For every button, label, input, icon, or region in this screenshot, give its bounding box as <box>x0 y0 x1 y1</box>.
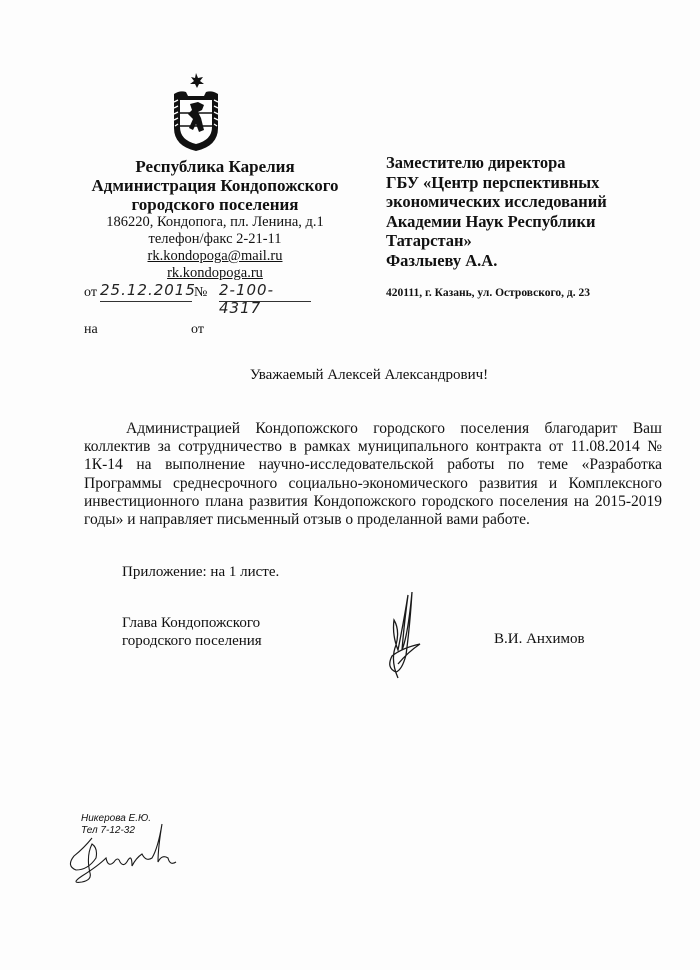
sender-block <box>70 157 360 282</box>
executor-name: Никерова Е.Ю. <box>81 813 151 824</box>
body-paragraph: Администрацией Кондопожского городского поселения благодарит Ваш коллектив за сотрудничество в рамках муниципального контракта от 11.08.2014 № 1К-14 на выполнение научно-исследовательской работы по теме «Разработка Программы среднесрочного социально-экономического развития и Комплексного инвестиционного плана развития Кондопожского городского поселения на 2015-2019 годы» и направляет письменный отзыв о проделанной вами работе. <box>84 420 662 529</box>
sender-address: 186220, Кондопога, пл. Ленина, д.1 <box>106 214 324 230</box>
signatory-title <box>122 614 262 650</box>
karelia-coat-of-arms-emblem <box>168 72 224 152</box>
annex-note: Приложение: на 1 листе. <box>122 564 280 580</box>
recipient-org-line1: ГБУ «Центр перспективных <box>386 172 600 192</box>
signatory-title-line1: Глава Кондопожского <box>122 615 261 631</box>
reply-to-label: на <box>84 322 98 337</box>
signatory-title-line2: городского поселения <box>122 633 262 649</box>
recipient-org-line4: Татарстан» <box>386 231 472 250</box>
sender-email-link[interactable]: rk.kondopoga@mail.ru <box>147 248 283 264</box>
recipient-org-line3: Академии Наук Республики <box>386 211 596 231</box>
recipient-name: Фазлыеву А.А. <box>386 250 498 270</box>
sender-settlement: городского поселения <box>131 195 299 214</box>
from-label: от <box>84 285 97 300</box>
head-signature-image <box>368 590 428 680</box>
reply-from-label: от <box>191 322 204 337</box>
outgoing-number-field: 2-100-4317 <box>219 281 311 302</box>
outgoing-date-field: 25.12.2015 <box>100 281 192 302</box>
recipient-position: Заместителю директора <box>386 153 566 172</box>
executor-signature-image <box>62 818 182 888</box>
signatory-name: В.И. Анхимов <box>494 631 585 647</box>
recipient-org-line2: экономических исследований <box>386 192 607 211</box>
sender-phone: телефон/факс 2-21-11 <box>148 231 282 247</box>
registration-line <box>84 281 374 317</box>
recipient-address: 420111, г. Казань, ул. Островского, д. 23 <box>386 287 590 299</box>
executor-phone: Тел 7-12-32 <box>81 825 135 836</box>
sender-website-link[interactable]: rk.kondopoga.ru <box>167 265 263 281</box>
salutation: Уважаемый Алексей Александрович! <box>249 367 489 383</box>
sender-republic: Республика Карелия <box>135 157 295 176</box>
sender-administration: Администрация Кондопожского <box>91 176 339 195</box>
number-label: № <box>194 285 208 300</box>
recipient-block <box>386 153 686 270</box>
letter-body <box>84 420 662 529</box>
